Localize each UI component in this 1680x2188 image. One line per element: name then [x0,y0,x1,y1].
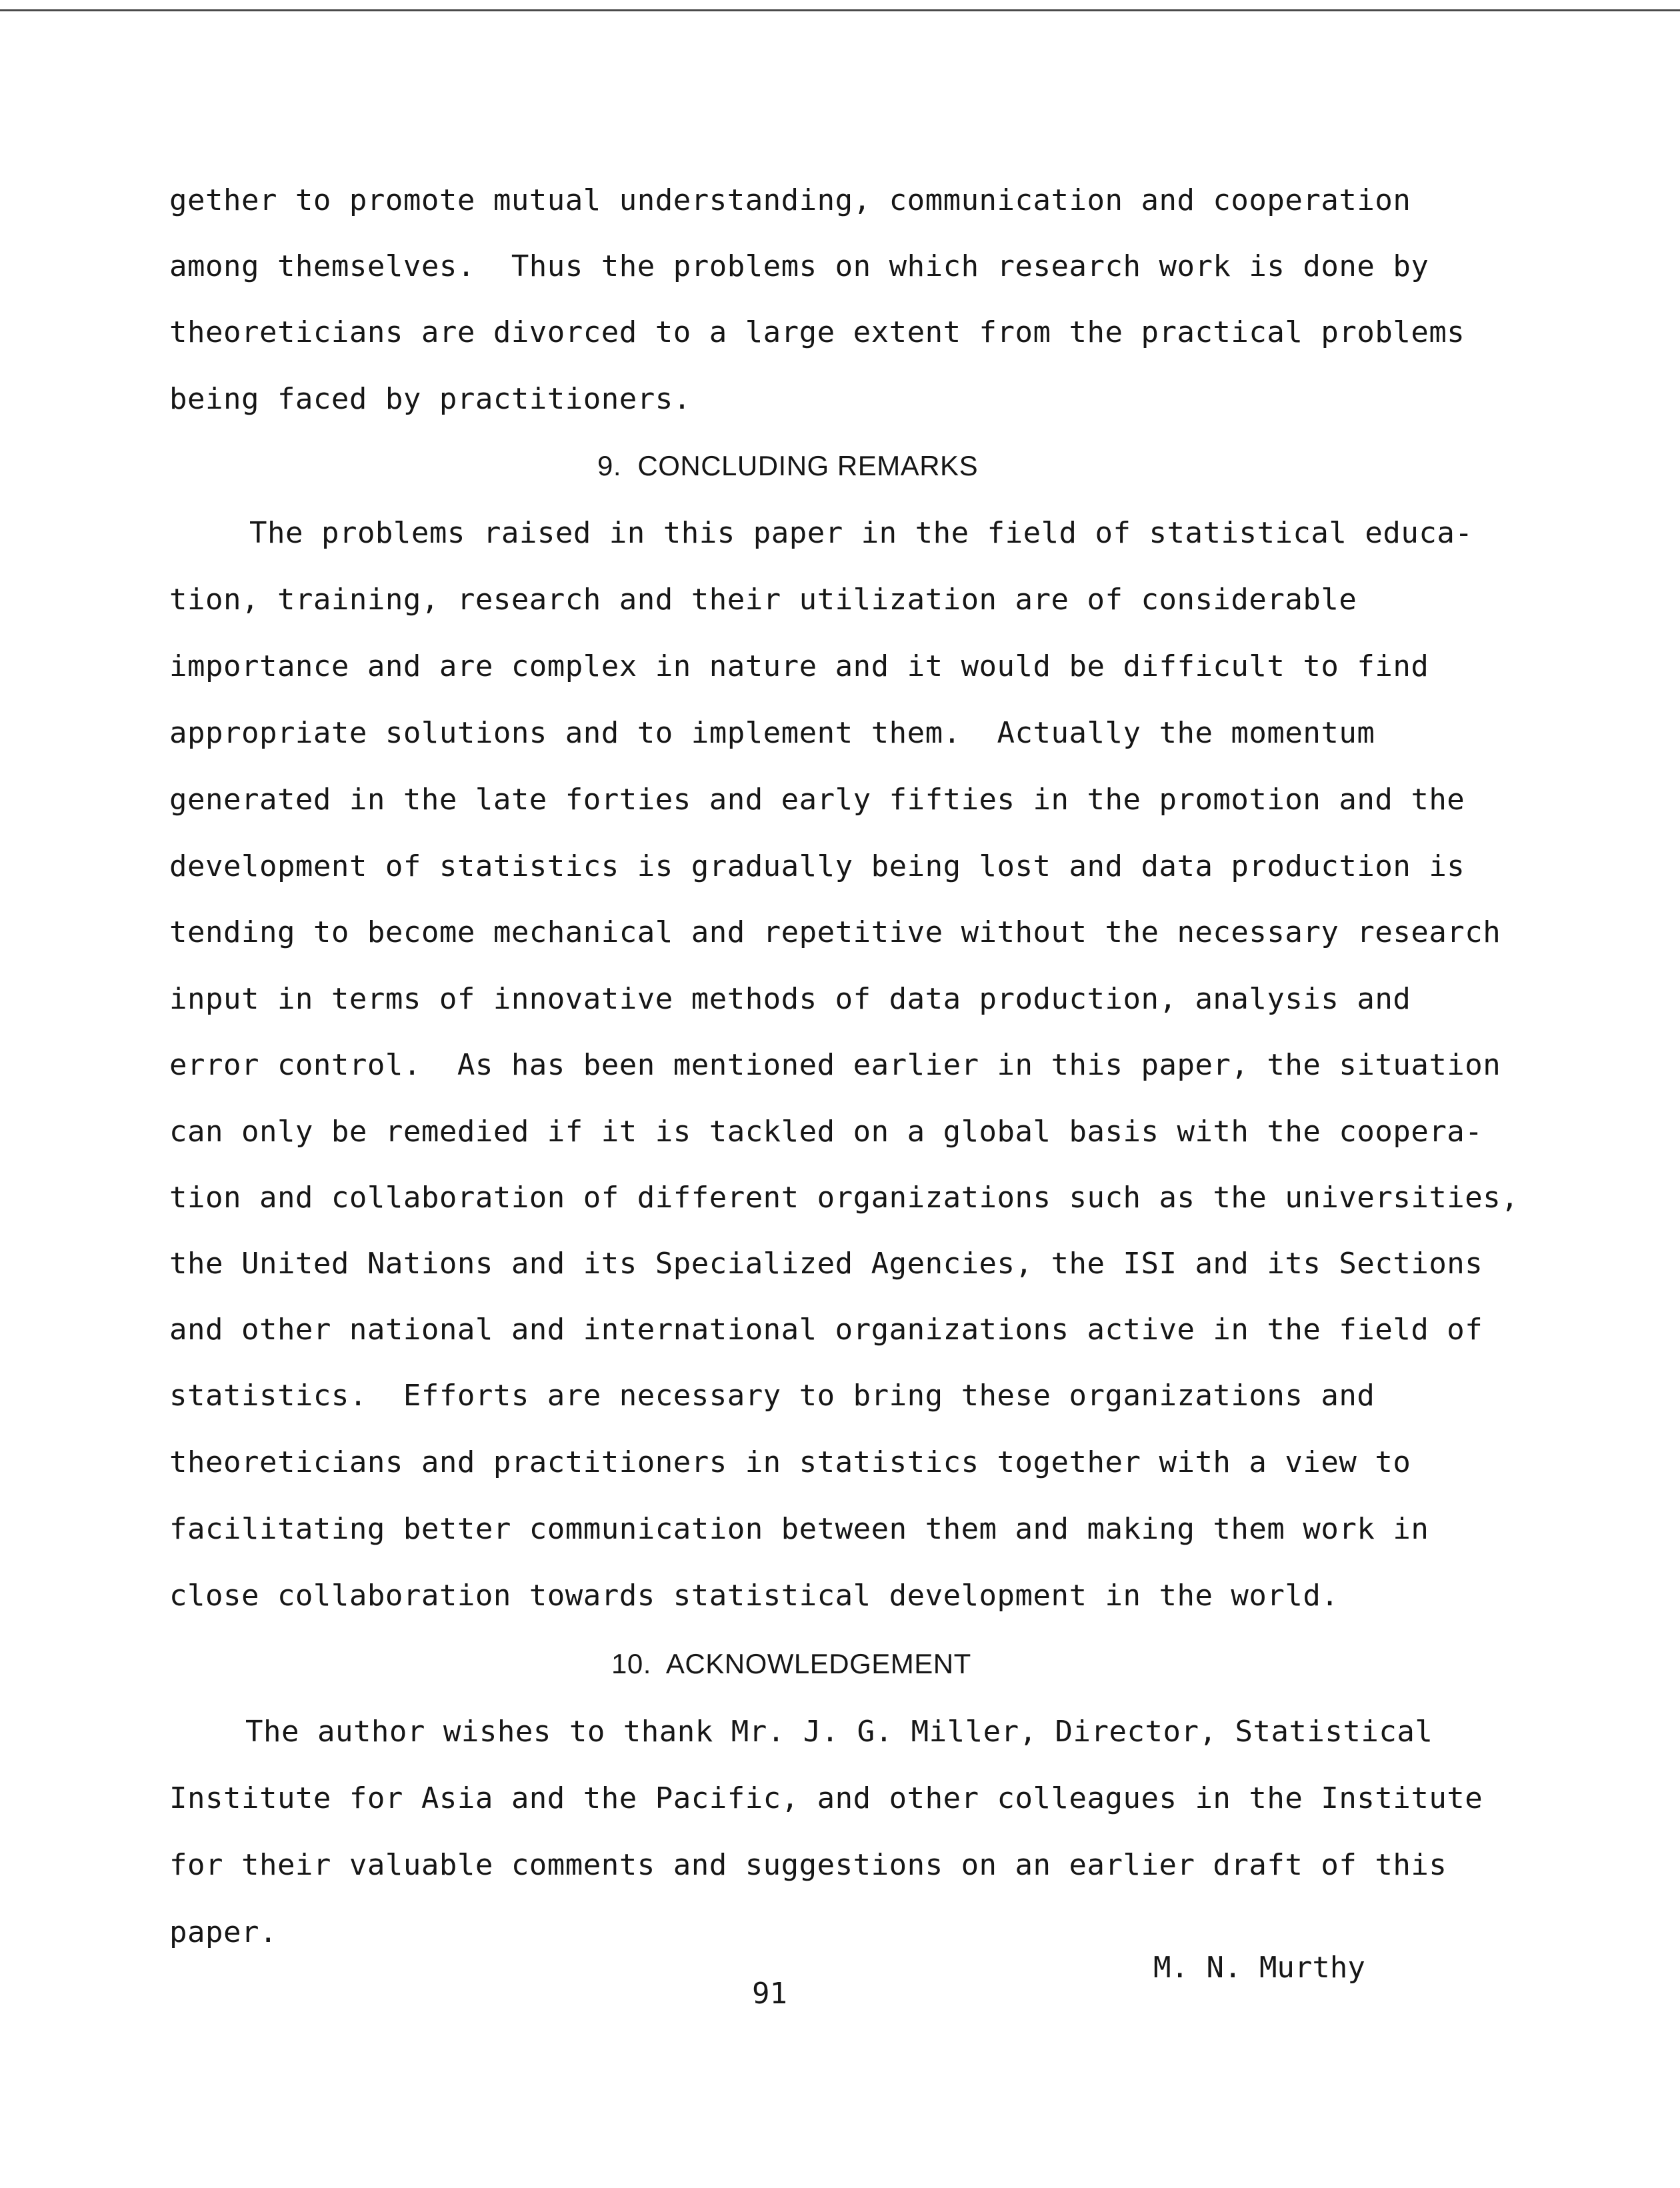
body-line: facilitating better communication between them and making them work in [169,1512,1429,1546]
body-line: appropriate solutions and to implement them. Actually the momentum [169,716,1375,750]
body-line: error control. As has been mentioned earlier in this paper, the situation [169,1048,1501,1082]
section-heading-concluding-remarks: 9. CONCLUDING REMARKS [597,450,979,481]
body-line: tion, training, research and their utilization are of considerable [169,583,1357,617]
body-line: Institute for Asia and the Pacific, and other colleagues in the Institute [169,1781,1483,1815]
body-line: tion and collaboration of different organizations such as the universities, [169,1181,1519,1215]
body-line: development of statistics is gradually being lost and data production is [169,849,1465,883]
intro-line: among themselves. Thus the problems on which research work is done by [169,249,1429,283]
author-signature: M. N. Murthy [1153,1951,1365,1985]
intro-line: gether to promote mutual understanding, communication and cooperation [169,183,1411,217]
body-line: and other national and international organizations active in the field of [169,1313,1483,1347]
top-rule [0,9,1680,11]
body-line: for their valuable comments and suggestions on an earlier draft of this [169,1848,1447,1882]
body-line: tending to become mechanical and repetitive without the necessary research [169,915,1501,949]
body-line: statistics. Efforts are necessary to bring these organizations and [169,1379,1375,1413]
body-line: generated in the late forties and early fifties in the promotion and the [169,783,1465,817]
body-line: theoreticians and practitioners in statistics together with a view to [169,1445,1411,1479]
body-line: input in terms of innovative methods of data production, analysis and [169,982,1411,1016]
body-line: The problems raised in this paper in the field of statistical educa- [249,516,1473,550]
body-line: close collaboration towards statistical development in the world. [169,1579,1339,1613]
body-line: importance and are complex in nature and it would be difficult to find [169,649,1429,683]
body-line: The author wishes to thank Mr. J. G. Miller, Director, Statistical [245,1715,1433,1749]
page-number: 91 [752,1977,787,2011]
body-line: paper. [169,1915,277,1949]
intro-line: being faced by practitioners. [169,382,691,416]
intro-line: theoreticians are divorced to a large extent from the practical problems [169,315,1465,349]
section-heading-acknowledgement: 10. ACKNOWLEDGEMENT [611,1648,971,1679]
body-line: can only be remedied if it is tackled on a global basis with the coopera- [169,1115,1483,1149]
body-line: the United Nations and its Specialized Agencies, the ISI and its Sections [169,1247,1483,1281]
